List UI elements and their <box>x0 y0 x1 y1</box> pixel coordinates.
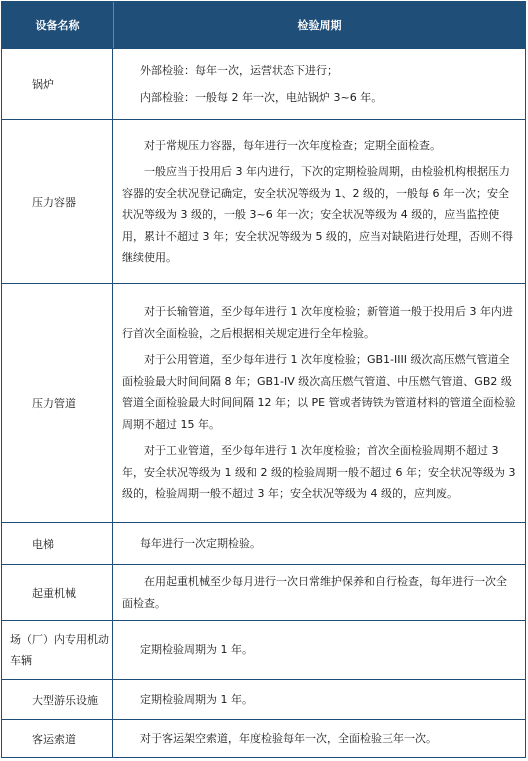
inspection-cycle-cell <box>113 523 525 564</box>
table-row <box>2 119 525 283</box>
cycle-paragraph: 对于长输管道，至少每年进行 1 次年度检验；新管道一般于投用后 3 年内进行首次全面检验，之后根据相关规定进行全年检验。 <box>122 305 513 340</box>
equipment-name: 大型游乐设施 <box>2 680 113 719</box>
equipment-name: 压力管道 <box>2 284 113 522</box>
table-row <box>2 48 525 119</box>
cycle-paragraph: 定期检验周期为 1 年。 <box>140 643 253 657</box>
cycle-paragraph: 外部检验：每年一次，运营状态下进行； <box>140 64 338 77</box>
table-row <box>2 679 525 719</box>
cycle-paragraph: 对于常规压力容器，每年进行一次年度检查；定期全面检查。 <box>144 138 441 152</box>
equipment-name: 锅炉 <box>2 49 113 119</box>
cycle-paragraph: 内部检验：一般每 2 年一次，电站锅炉 3~6 年。 <box>140 90 383 104</box>
equipment-name: 客运索道 <box>2 720 113 757</box>
cycle-paragraph: 对于工业管道，至少每年进行 1 次年度检验；首次全面检验周期不超过 3 年，安全状况等级为 1 级和 2 级的检验周期一般不超过 6 年；安全状况等级为 3 级的，检验周期一般不超过 3 年；安全状况等级为 4 级的，应判废。 <box>122 444 516 501</box>
equipment-name: 电梯 <box>2 523 113 564</box>
table-row <box>2 283 525 522</box>
equipment-name: 场（厂）内专用机动车辆 <box>2 621 113 679</box>
header-equipment-name: 设备名称 <box>2 2 114 48</box>
inspection-cycle-cell <box>113 621 525 679</box>
cycle-paragraph: 一般应当于投用后 3 年内进行，下次的定期检验周期，由检验机构根据压力容器的安全状况登记确定，安全状况等级为 1、2 级的，一般每 6 年一次；安全状况等级为 3 级的，一般 3~6 年一次；安全状况等级为 4 级的，应当监控使用，累计不超过 3 年；安全状况等级为 5 级的，应当对缺陷进行处理，否则不得继续使用。 <box>122 165 513 264</box>
table-header <box>2 2 525 48</box>
cycle-paragraph: 对于公用管道，至少每年进行 1 次年度检验；GB1-IIII 级次高压燃气管道全面检验最大时间间隔 8 年；GB1-IV 级次高压燃气管道、中压燃气管道、GB2 级管道全面检验最大时间间隔 12 年；以 PE 管或者铸铁为管道材料的管道全面检验周期不超过 15 年。 <box>122 353 516 431</box>
table-row <box>2 522 525 564</box>
inspection-cycle-cell <box>113 49 525 119</box>
table-row <box>2 564 525 620</box>
header-inspection-cycle: 检验周期 <box>297 19 342 32</box>
inspection-cycle-cell <box>113 680 525 719</box>
table-row <box>2 620 525 679</box>
cycle-paragraph: 对于客运架空索道，年度检验每年一次，全面检验三年一次。 <box>140 731 437 745</box>
inspection-cycle-cell <box>113 720 525 757</box>
cycle-paragraph: 定期检验周期为 1 年。 <box>140 692 253 706</box>
cycle-paragraph: 在用起重机械至少每月进行一次日常维护保养和自行检查，每年进行一次全面检查。 <box>122 575 507 610</box>
inspection-cycle-table <box>1 1 526 758</box>
table-row <box>2 719 525 757</box>
equipment-name: 起重机械 <box>2 565 113 620</box>
inspection-cycle-cell <box>113 120 525 283</box>
inspection-cycle-cell <box>113 565 525 620</box>
inspection-cycle-cell <box>113 284 525 522</box>
cycle-paragraph: 每年进行一次定期检验。 <box>140 536 261 550</box>
equipment-name: 压力容器 <box>2 120 113 283</box>
